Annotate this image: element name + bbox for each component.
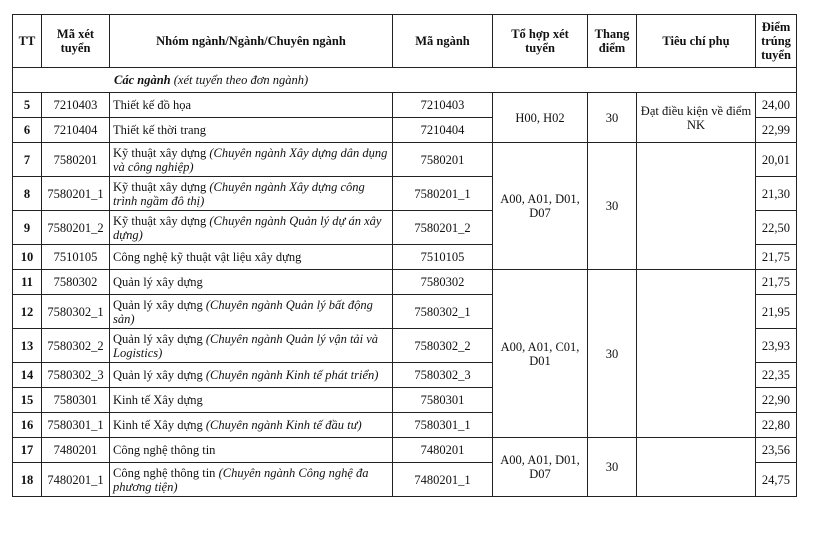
row-tt: 6 [13,118,42,143]
group-tieu-chi [637,438,756,497]
group-to-hop: A00, A01, D01, D07 [493,143,588,270]
row-diem: 24,00 [756,93,797,118]
row-name [110,388,393,413]
row-ma-nganh: 7580302_3 [393,363,493,388]
group-thang-diem: 30 [588,438,637,497]
row-name [110,413,393,438]
row-ma-nganh: 7210403 [393,93,493,118]
row-diem: 20,01 [756,143,797,177]
row-ma-nganh: 7510105 [393,245,493,270]
row-tt: 10 [13,245,42,270]
row-name [110,270,393,295]
row-name [110,363,393,388]
row-name [110,177,393,211]
row-ma: 7580201_1 [42,177,110,211]
row-name-spec: (Chuyên ngành Quản lý bất động sản) [113,297,373,326]
row-tt: 13 [13,329,42,363]
group-tieu-chi [637,270,756,438]
row-tt: 11 [13,270,42,295]
header-diem: Điểm trúng tuyển [756,15,797,68]
row-diem: 22,35 [756,363,797,388]
row-ma: 7580302 [42,270,110,295]
row-name-spec: (Chuyên ngành Quản lý dự án xây dựng) [113,213,382,242]
header-tieu-chi: Tiêu chí phụ [637,15,756,68]
row-tt: 16 [13,413,42,438]
row-ma: 7510105 [42,245,110,270]
row-ma-nganh: 7480201 [393,438,493,463]
section-note: (xét tuyển theo đơn ngành) [173,73,309,87]
row-tt: 8 [13,177,42,211]
row-name [110,295,393,329]
row-tt: 5 [13,93,42,118]
table-row [13,438,797,463]
row-ma: 7580302_3 [42,363,110,388]
row-name-spec: (Chuyên ngành Xây dựng công trình ngầm đô thị) [113,179,365,208]
group-thang-diem: 30 [588,270,637,438]
table-row [13,93,797,118]
section-row [13,68,797,93]
row-name [110,211,393,245]
group-to-hop: A00, A01, C01, D01 [493,270,588,438]
group-thang-diem: 30 [588,143,637,270]
row-ma: 7210403 [42,93,110,118]
header-ma-nganh: Mã ngành [393,15,493,68]
row-name [110,463,393,497]
row-name-main: Công nghệ kỹ thuật vật liệu xây dựng [113,250,302,264]
row-name [110,118,393,143]
row-name-main: Công nghệ thông tin [113,465,219,480]
row-ma: 7580302_1 [42,295,110,329]
row-tt: 7 [13,143,42,177]
row-name-main: Công nghệ thông tin [113,443,216,457]
row-name-spec: (Chuyên ngành Kinh tế phát triển) [205,368,379,382]
row-ma: 7480201 [42,438,110,463]
row-name-main: Kinh tế Xây dựng [113,418,206,432]
row-diem: 23,56 [756,438,797,463]
row-name-main: Quản lý xây dựng [113,331,206,346]
row-name [110,93,393,118]
admission-scores-table [12,14,797,497]
row-name [110,245,393,270]
row-ma-nganh: 7580201_2 [393,211,493,245]
row-name-main: Thiết kế đồ họa [113,98,192,112]
group-tieu-chi [637,143,756,270]
row-ma: 7480201_1 [42,463,110,497]
row-ma: 7210404 [42,118,110,143]
group-thang-diem: 30 [588,93,637,143]
row-name-main: Quản lý xây dựng [113,297,206,312]
row-diem: 21,95 [756,295,797,329]
row-ma: 7580301_1 [42,413,110,438]
header-thang-diem: Thang điểm [588,15,637,68]
row-ma-nganh: 7580301_1 [393,413,493,438]
header-row [13,15,797,68]
row-diem: 22,50 [756,211,797,245]
row-diem: 21,75 [756,270,797,295]
row-ma: 7580301 [42,388,110,413]
row-ma-nganh: 7480201_1 [393,463,493,497]
row-tt: 18 [13,463,42,497]
row-diem: 22,90 [756,388,797,413]
row-name-spec: (Chuyên ngành Công nghệ đa phương tiện) [113,465,369,494]
row-name-main: Quản lý xây dựng [113,275,203,289]
row-diem: 22,80 [756,413,797,438]
table-row [13,143,797,177]
row-ma-nganh: 7210404 [393,118,493,143]
header-nganh: Nhóm ngành/Ngành/Chuyên ngành [110,15,393,68]
row-name [110,329,393,363]
row-ma-nganh: 7580302_2 [393,329,493,363]
header-tt: TT [13,15,42,68]
row-name-main: Kỹ thuật xây dựng [113,213,210,228]
row-diem: 21,30 [756,177,797,211]
row-tt: 9 [13,211,42,245]
group-to-hop: H00, H02 [493,93,588,143]
row-ma-nganh: 7580301 [393,388,493,413]
row-name-spec: (Chuyên ngành Xây dựng dân dụng và công nghiệp) [113,145,388,174]
row-name-main: Quản lý xây dựng [113,368,206,382]
row-name-spec: (Chuyên ngành Kinh tế đầu tư) [205,418,362,432]
row-ma: 7580201 [42,143,110,177]
row-name-main: Kỹ thuật xây dựng [113,179,210,194]
header-to-hop: Tổ hợp xét tuyển [493,15,588,68]
row-name-main: Thiết kế thời trang [113,123,207,137]
row-ma: 7580201_2 [42,211,110,245]
row-ma: 7580302_2 [42,329,110,363]
section-title-text: Các ngành [114,73,171,87]
row-name-spec: (Chuyên ngành Quản lý vận tải và Logistics) [113,331,379,360]
row-name [110,143,393,177]
row-ma-nganh: 7580302_1 [393,295,493,329]
row-tt: 14 [13,363,42,388]
group-tieu-chi: Đạt điều kiện về điểm NK [637,93,756,143]
section-title [13,68,797,93]
row-tt: 17 [13,438,42,463]
row-diem: 22,99 [756,118,797,143]
row-ma-nganh: 7580201_1 [393,177,493,211]
admission-table-container [12,14,797,497]
row-ma-nganh: 7580302 [393,270,493,295]
header-ma-xet-tuyen: Mã xét tuyển [42,15,110,68]
row-name-main: Kỹ thuật xây dựng [113,145,210,160]
row-name [110,438,393,463]
row-tt: 12 [13,295,42,329]
row-tt: 15 [13,388,42,413]
row-ma-nganh: 7580201 [393,143,493,177]
row-diem: 23,93 [756,329,797,363]
table-row [13,270,797,295]
row-diem: 24,75 [756,463,797,497]
row-diem: 21,75 [756,245,797,270]
group-to-hop: A00, A01, D01, D07 [493,438,588,497]
row-name-main: Kinh tế Xây dựng [113,393,203,407]
